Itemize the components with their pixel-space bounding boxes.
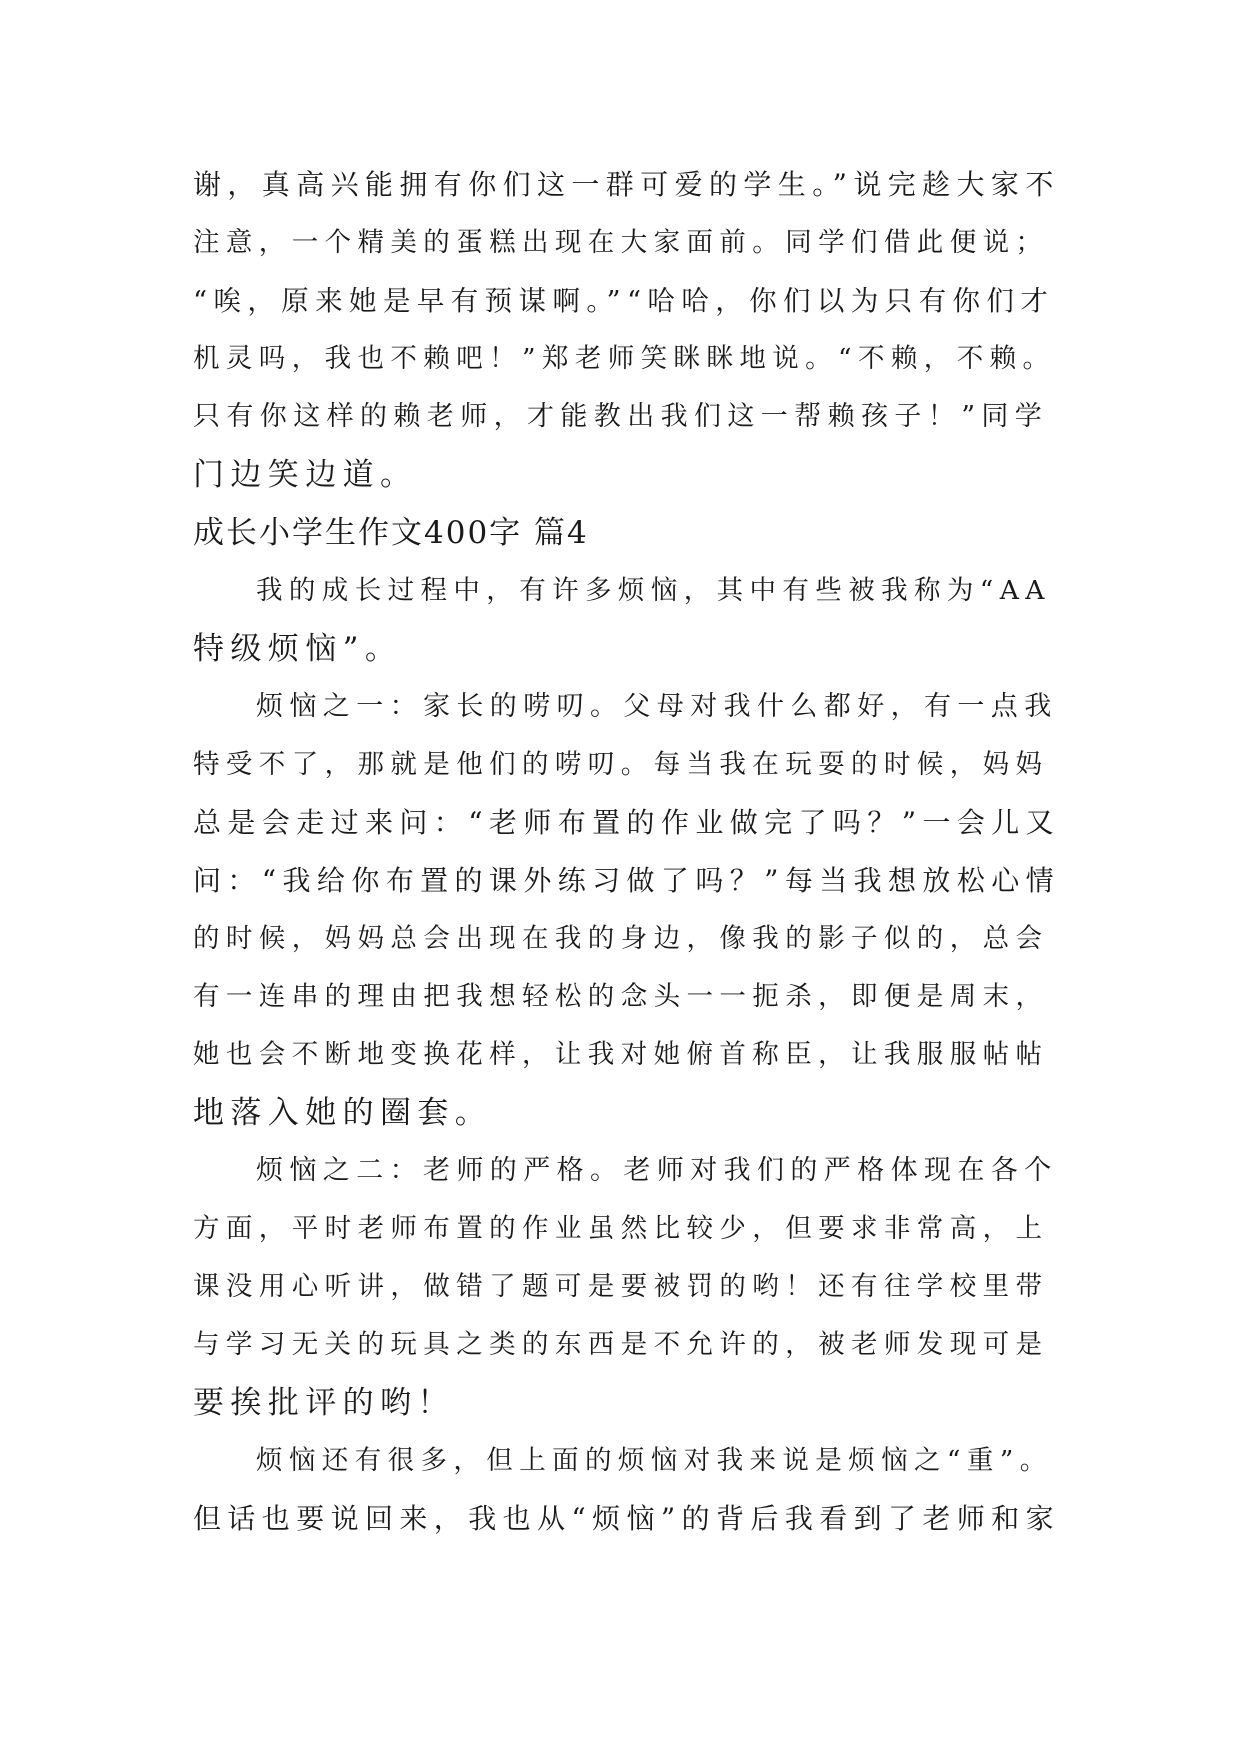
text-line: 谢，真高兴能拥有你们这一群可爱的学生。”说完趁大家不 — [193, 168, 1060, 201]
text-line: 问：“我给你布置的课外练习做了吗？”每当我想放松心情 — [193, 864, 1061, 897]
text-line: 课没用心听讲，做错了题可是要被罚的哟！还有往学校里带 — [193, 1271, 1049, 1302]
text-line: 但话也要说回来，我也从“烦恼”的背后我看到了老师和家 — [193, 1502, 1061, 1535]
text-line: 与学习无关的玩具之类的东西是不允许的，被老师发现可是 — [193, 1329, 1049, 1360]
text-line: 烦恼之一：家长的唠叨。父母对我什么都好，有一点我 — [256, 691, 1058, 722]
text-line: 机灵吗，我也不赖吧！”郑老师笑眯眯地说。“不赖，不赖。 — [193, 343, 1056, 374]
section-title: 成长小学生作文400字 篇4 — [193, 515, 589, 551]
text-line: 总是会走过来问：“老师布置的作业做完了吗？”一会儿又 — [193, 806, 1061, 839]
text-line: 只有你这样的赖老师，才能教出我们这一帮赖孩子！”同学 — [193, 401, 1049, 432]
text-line: 特受不了，那就是他们的唠叨。每当我在玩耍的时候，妈妈 — [193, 749, 1049, 780]
text-line: 烦恼之二：老师的严格。老师对我们的严格体现在各个 — [256, 1155, 1058, 1186]
text-line: 门边笑边道。 — [193, 457, 418, 493]
text-line: 烦恼还有很多，但上面的烦恼对我来说是烦恼之“重”。 — [256, 1445, 1053, 1476]
text-line: 有一连串的理由把我想轻松的念头一一扼杀，即便是周末， — [193, 981, 1049, 1012]
text-line: 方面，平时老师布置的作业虽然比较少，但要求非常高，上 — [193, 1213, 1049, 1244]
text-line: 我的成长过程中，有许多烦恼，其中有些被我称为“AA — [256, 575, 1051, 606]
text-line: 她也会不断地变换花样，让我对她俯首称臣，让我服服帖帖 — [193, 1039, 1049, 1070]
text-line: 注意，一个精美的蛋糕出现在大家面前。同学们借此便说； — [193, 227, 1049, 258]
text-line: 特级烦恼”。 — [193, 631, 403, 667]
text-line: “唉，原来她是早有预谋啊。”“哈哈，你们以为只有你们才 — [193, 285, 1055, 317]
text-line: 地落入她的圈套。 — [193, 1095, 493, 1131]
text-line: 要挨批评的哟！ — [193, 1385, 455, 1421]
text-line: 的时候，妈妈总会出现在我的身边，像我的影子似的，总会 — [193, 923, 1049, 954]
